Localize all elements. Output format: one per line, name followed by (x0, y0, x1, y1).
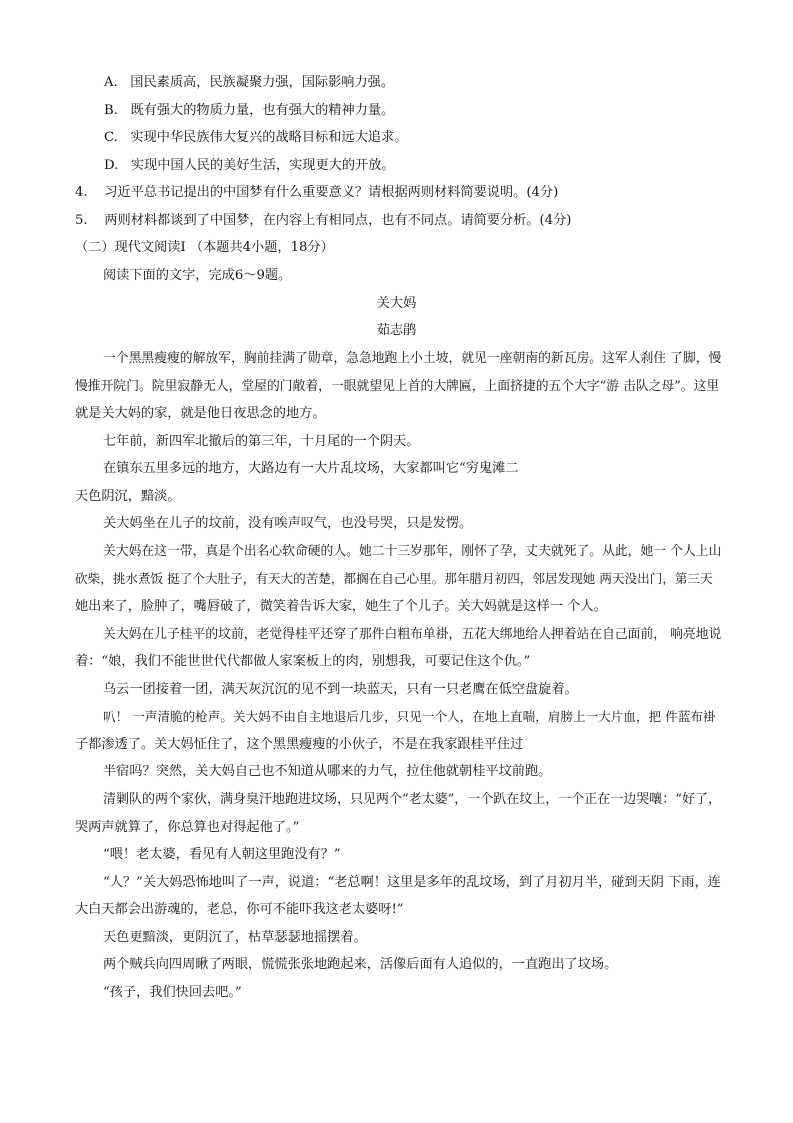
option-d: D. 实现中国人民的美好生活，实现更大的开放。 (104, 158, 395, 173)
question-4: 4. 习近平总书记提出的中国梦有什么重要意义？请根据两则材料简要说明。(4分) (75, 185, 559, 200)
option-a: A. 国民素质高，民族凝聚力强，国际影响力强。 (104, 75, 395, 90)
article-line: 关大妈坐在儿子的坟前，没有唉声叹气，也没号哭，只是发愣。 (103, 516, 473, 531)
article-line: 清剿队的两个家伙，满身臭汗地跑进坟场，只见两个“老太婆”，一个趴在坟上，一个正在一边哭嚷：“好了， (103, 792, 721, 807)
article-line: 关大妈在这一带，真是个出名心软命硬的人。她二十三岁那年，刚怀了孕，丈夫就死了。从此，她一 个人上山 (103, 544, 722, 559)
article-line: 大白天都会出游魂的，老总，你可不能吓我这老太婆呀!” (75, 902, 404, 917)
article-line: 慢推开院门。院里寂静无人，堂屋的门敞着，一眼就望见上首的大牌匾，上面挤捷的五个大字“游 击队之母”。这里 (75, 379, 720, 394)
article-line: 两个贼兵向四周瞅了两眼，慌慌张张地跑起来，活像后面有人追似的，一直跑出了坟场。 (103, 957, 618, 972)
article-line: 她出来了，脸肿了，嘴唇破了，微笑着告诉大家，她生了个儿子。关大妈就是这样一 个人。 (75, 599, 607, 614)
article-line: 天色更黯淡，更阴沉了，枯草瑟瑟地摇摆着。 (103, 930, 367, 945)
article-line: 半宿吗？突然，关大妈自己也不知道从哪来的力气，拉住他就朝桂平坟前跑。 (103, 764, 552, 779)
article-author: 茹志鹃 (376, 323, 417, 338)
question-5: 5. 两则材料都谈到了中国梦，在内容上有相同点，也有不同点。请简要分析。(4分) (75, 213, 572, 228)
article-line: “人？”关大妈恐怖地叫了一声，说道：“老总啊！这里是多年的乱坟场，到了月初月半，碰到天阴 下雨，连 (103, 875, 721, 890)
article-line: 关大妈在儿子桂平的坟前，老觉得桂平还穿了那件白粗布单褂，五花大绑地给人押着站在自己面前， 响亮地说 (103, 627, 722, 642)
article-line: 一个黑黑瘦瘦的解放军，胸前挂满了勋章，急急地跑上小土坡，就见一座朝南的新瓦房。这军人刹住 了脚，慢 (103, 351, 722, 366)
article-line: “孩子，我们快回去吧。” (103, 985, 242, 1000)
article-line: 哭两声就算了，你总算也对得起他了。” (75, 820, 300, 835)
option-c: C. 实现中华民族伟大复兴的战略目标和远大追求。 (104, 130, 408, 145)
article-line: 七年前，新四军北撤后的第三年，十月尾的一个阴天。 (103, 434, 420, 449)
article-line: 叭！ 一声清脆的枪声。关大妈不由自主地退后几步，只见一个人，在地上直喘，肩膀上一大片血，把 件蓝布褂 (103, 709, 716, 724)
option-b: B. 既有强大的物质力量，也有强大的精神力量。 (104, 103, 395, 118)
section-heading: （二）现代文阅读I （本题共4小题，18分） (75, 240, 334, 255)
article-title: 关大妈 (376, 296, 417, 311)
article-line: “喂！老太婆，看见有人朝这里跑没有？” (103, 847, 341, 862)
article-line: 就是关大妈的家，就是他日夜思念的地方。 (75, 406, 326, 421)
article-line: 乌云一团接着一团，满天灰沉沉的见不到一块蓝天，只有一只老鹰在低空盘旋着。 (103, 682, 578, 697)
article-line: 砍柴，挑水煮饭 挺了个大肚子，有天大的苦楚，都搁在自己心里。那年腊月初四，邻居发现她 两天没出门，第三天 (75, 571, 713, 586)
section-instruction: 阅读下面的文字，完成6～9题。 (103, 268, 292, 283)
article-line: 子都渗透了。关大妈怔住了，这个黑黑瘦瘦的小伙子，不是在我家跟桂平住过 (75, 737, 524, 752)
article-line: 着：“娘，我们不能世世代代都做人家案板上的肉，别想我，可要记住这个仇。” (75, 654, 531, 669)
article-line: 天色阴沉，黯淡。 (75, 489, 181, 504)
article-line: 在镇东五里多远的地方，大路边有一大片乱坟场，大家都叫它“穷鬼滩二 (103, 461, 519, 476)
